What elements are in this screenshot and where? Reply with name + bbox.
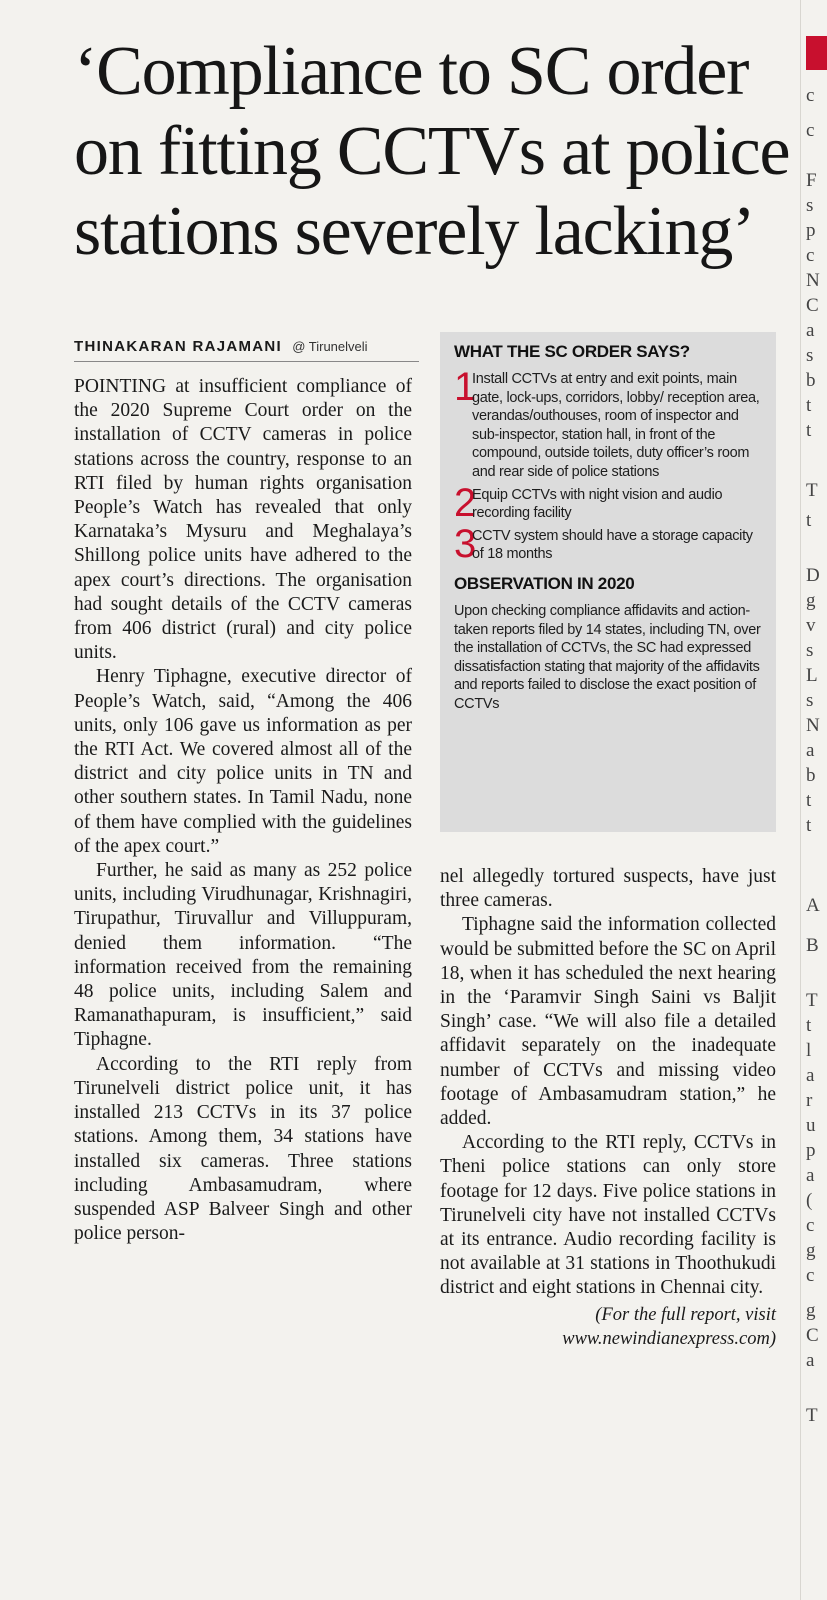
adjacent-article-letter: r — [806, 1090, 813, 1111]
adjacent-article-letter: g — [806, 1240, 816, 1261]
sidebar-item-text: CCTV system should have a storage capacity of 18 months — [472, 527, 753, 563]
headline-line-3: stations severely lacking’ — [74, 193, 755, 270]
adjacent-article-letter: t — [806, 790, 812, 811]
adjacent-article-letter: C — [806, 295, 819, 316]
article-column-2 — [440, 865, 776, 1351]
adjacent-article-letter: N — [806, 270, 820, 291]
adjacent-article-letter: c — [806, 1215, 815, 1236]
headline-line-1: ‘Compliance to SC order — [74, 33, 749, 110]
adjacent-article-letter: t — [806, 420, 812, 441]
sidebar-item — [454, 521, 762, 566]
sidebar-item — [454, 365, 762, 482]
adjacent-article-letter: A — [806, 895, 820, 916]
adjacent-article-letter: c — [806, 1265, 815, 1286]
paragraph-6: According to the RTI reply, CCTVs in Theni police stations can only store footage for 12 days. Five police stations in Tirunelveli city have not installed CCTVs at its entrance. Audio recording facility is not available at 31 stations in Thoothukudi district and eight stations in Chennai city. — [440, 1132, 776, 1299]
adjacent-article-letter: s — [806, 195, 814, 216]
adjacent-article-letter: a — [806, 1350, 815, 1371]
adjacent-article-letter: p — [806, 1140, 816, 1161]
adjacent-article-letter: a — [806, 320, 815, 341]
adjacent-article-letter: N — [806, 715, 820, 736]
adjacent-article-letter: L — [806, 665, 818, 686]
adjacent-article-letter: D — [806, 565, 820, 586]
adjacent-article-letter: b — [806, 370, 816, 391]
observation-title: OBSERVATION IN 2020 — [454, 573, 635, 593]
adjacent-article-letter: s — [806, 345, 814, 366]
adjacent-article-letter: T — [806, 990, 818, 1011]
adjacent-article-letter: B — [806, 935, 819, 956]
paragraph-3: Further, he said as many as 252 police units, including Virudhunagar, Krishnagiri, Tirupathur, Tiruvallur and Villuppuram, denied them information. “The information received from the remaining 48 police units, including Salem and Ramanathapuram, is insufficient,” said Tiphagne. — [74, 860, 412, 1051]
credit-line-1: (For the full report, visit — [595, 1304, 776, 1325]
observation-text: Upon checking compliance affidavits and action-taken reports filed by 14 states, including TN, over the installation of CCTVs, the SC had expressed dissatisfaction stating that majority of the affidavits and reports failed to disclose the exact position of CCTVs — [454, 602, 761, 712]
adjacent-article-letter: t — [806, 395, 812, 416]
sc-order-sidebar — [440, 332, 776, 832]
adjacent-article-letter: c — [806, 245, 815, 266]
adjacent-article-letter: b — [806, 765, 816, 786]
adjacent-article-letter: g — [806, 1300, 816, 1321]
adjacent-article-letter: s — [806, 640, 814, 661]
paragraph-4: According to the RTI reply from Tirunelveli district police unit, it has installed 213 CCTVs in its 37 police stations. Among them, 34 stations have installed six cameras. Three stations including Ambasamudram, where suspended ASP Balveer Singh and other police person- — [74, 1053, 412, 1245]
sidebar-title: WHAT THE SC ORDER SAYS? — [454, 342, 690, 361]
paragraph-5: Tiphagne said the information collected would be submitted before the SC on April 18, when it has scheduled the next hearing in the ‘Paramvir Singh Saini vs Baljit Singh’ case. “We will also file a detailed affidavit separately on the inadequate number of CCTVs and missing video footage of Ambasamudram station,” he added. — [440, 914, 776, 1130]
adjacent-article-letter: T — [806, 480, 818, 501]
adjacent-article-letter: v — [806, 615, 816, 636]
adjacent-article-letter: c — [806, 85, 815, 106]
credit-line-2: www.newindianexpress.com) — [562, 1328, 776, 1349]
adjacent-article-letter: ( — [806, 1190, 813, 1211]
byline — [74, 338, 419, 362]
byline-author: THINAKARAN RAJAMANI — [74, 338, 283, 355]
paragraph-2: Henry Tiphagne, executive director of People’s Watch, said, “Among the 406 units, only 106 gave us information as per the RTI Act. We covered almost all of the district and city police units in TN and other southern states. In Tamil Nadu, none of them have complied with the guidelines of the apex court.” — [74, 666, 412, 857]
report-credit — [440, 1303, 776, 1351]
paragraph-4-continued: nel allegedly tortured suspects, have just three cameras. — [440, 866, 776, 912]
headline-line-2: on fitting CCTVs at police — [74, 113, 790, 190]
adjacent-article-letter: a — [806, 1165, 815, 1186]
sidebar-item-text: Install CCTVs at entry and exit points, main gate, lock-ups, corridors, lobby/ reception area, verandas/outhouses, room of inspector and sub-inspector, station hall, in front of the compound, outside toilets, duty officer’s room and rear side of police stations — [472, 371, 760, 480]
adjacent-article-letter: c — [806, 120, 815, 141]
sidebar-item-number: 1 — [454, 365, 477, 409]
adjacent-article-letter: t — [806, 1015, 812, 1036]
adjacent-article-letter: C — [806, 1325, 819, 1346]
adjacent-article-letter: g — [806, 590, 816, 611]
adjacent-article-letter: l — [806, 1040, 812, 1061]
adjacent-article-letter: t — [806, 815, 812, 836]
sidebar-item-text: Equip CCTVs with night vision and audio recording facility — [472, 486, 723, 522]
headline — [74, 32, 794, 272]
paragraph-1: POINTING at insufficient compliance of the 2020 Supreme Court order on the installation of CCTV cameras in police stations across the country, response to an RTI filed by human rights organisation People’s Watch has revealed that only Karnataka’s Mysuru and Meghalaya’s Shillong police units have adhered to the apex court’s directions. The organisation had sought details of the CCTV cameras from 406 district (rural) and city police units. — [74, 376, 412, 664]
sidebar-item-number: 3 — [454, 521, 477, 566]
sidebar-item-number: 2 — [454, 480, 477, 525]
adjacent-article-letter: t — [806, 510, 812, 531]
adjacent-article-letter: u — [806, 1115, 816, 1136]
adjacent-article-letter: a — [806, 740, 815, 761]
adjacent-article-letter: s — [806, 690, 814, 711]
adjacent-article-letter: p — [806, 220, 816, 241]
byline-place: @ Tirunelveli — [292, 339, 368, 354]
adjacent-article-red-marker — [806, 36, 827, 70]
sidebar-item — [454, 480, 762, 525]
adjacent-article-letter: a — [806, 1065, 815, 1086]
article-column-1 — [74, 375, 412, 1246]
adjacent-article-letter: T — [806, 1405, 818, 1426]
adjacent-article-letter: F — [806, 170, 817, 191]
